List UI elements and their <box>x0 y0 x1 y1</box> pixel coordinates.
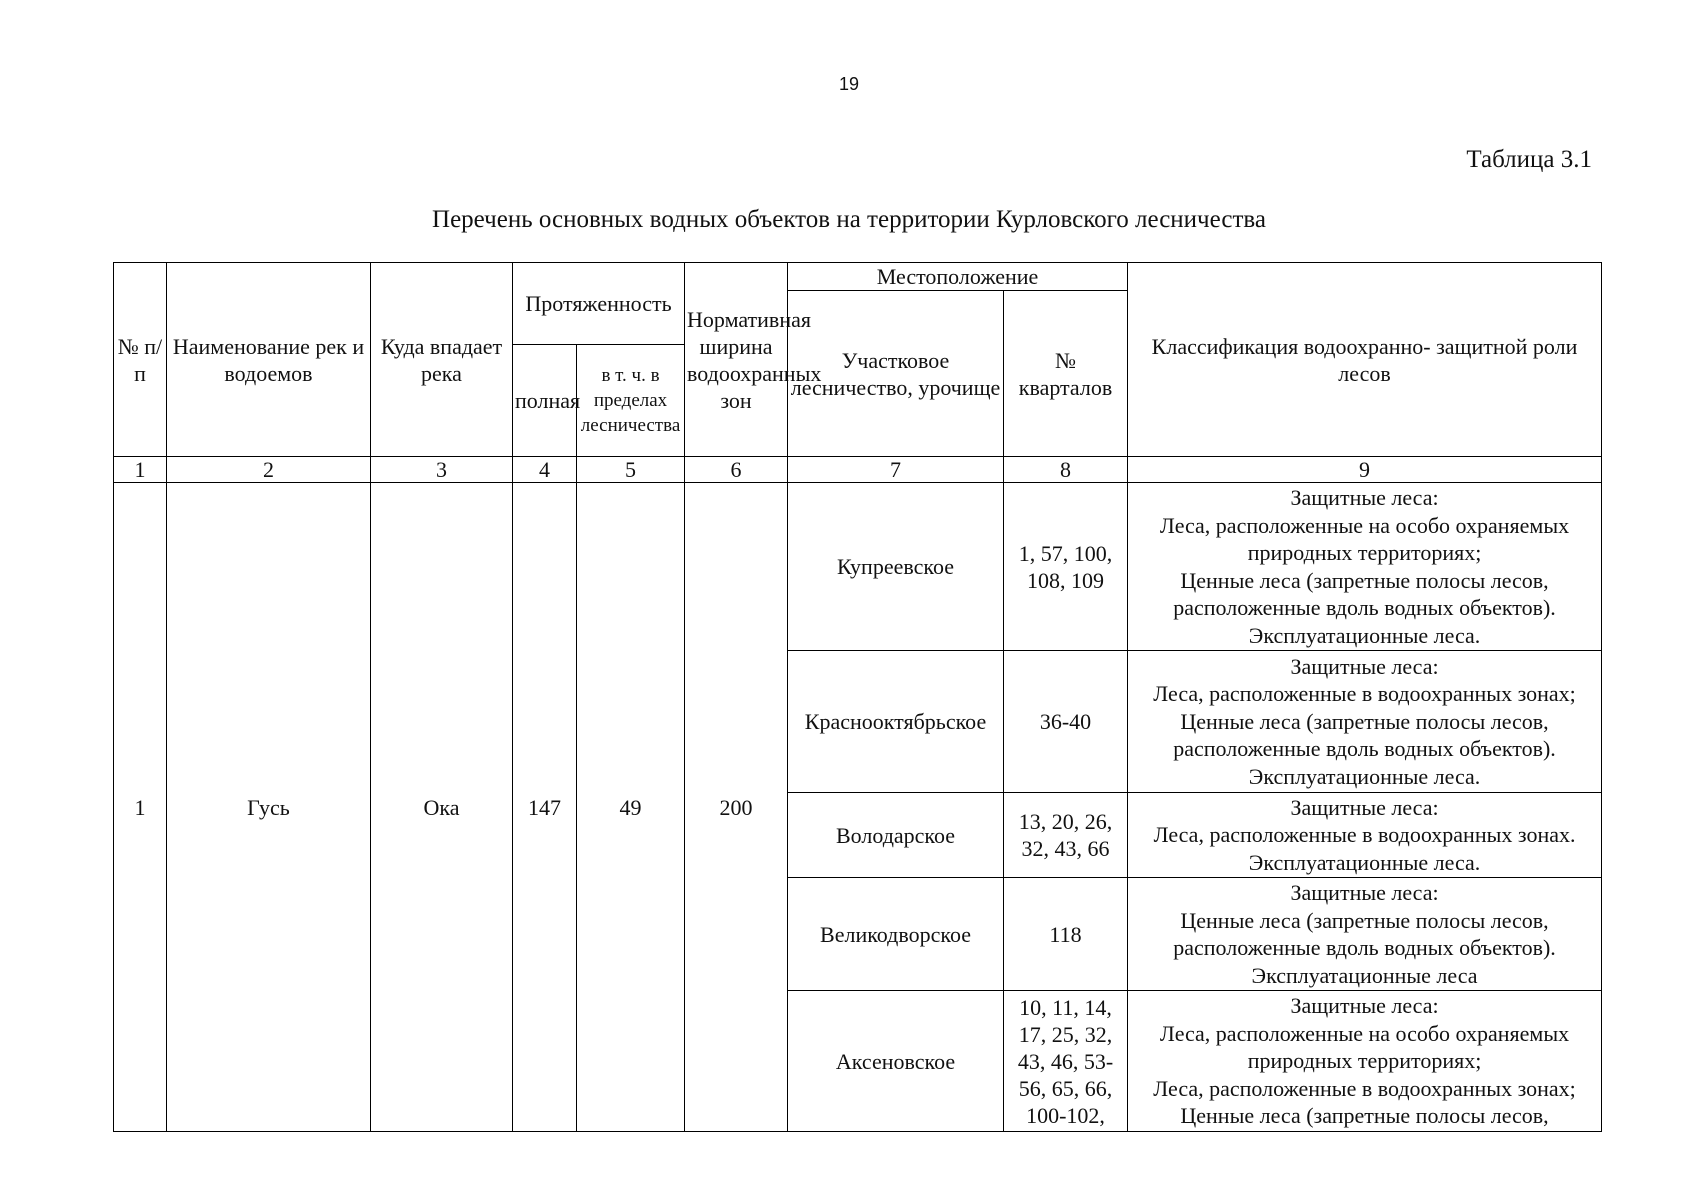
table-label: Таблица 3.1 <box>1466 146 1592 173</box>
column-number: 9 <box>1128 457 1602 483</box>
district: Володарское <box>788 793 1004 878</box>
header-length-group: Протяженность <box>513 263 685 345</box>
document-title: Перечень основных водных объектов на территории Курловского лесничества <box>432 206 1266 233</box>
header-quarters: № кварталов <box>1004 291 1128 457</box>
header-zone-width: Нормативная ширина водоохранных зон <box>685 263 788 457</box>
header-name: Наименование рек и водоемов <box>167 263 371 457</box>
length-within: 49 <box>577 483 685 1132</box>
quarters: 1, 57, 100, 108, 109 <box>1004 483 1128 651</box>
column-number: 8 <box>1004 457 1128 483</box>
district: Краснооктябрьское <box>788 651 1004 793</box>
column-number: 5 <box>577 457 685 483</box>
zone-width: 200 <box>685 483 788 1132</box>
classification: Защитные леса: Леса, расположенные на особо охраняемых природных территориях; Леса, расположенные в водоохранных зонах; Ценные леса (запретные полосы лесов, <box>1128 991 1602 1132</box>
page-number: 19 <box>838 74 860 94</box>
quarters: 10, 11, 14, 17, 25, 32, 43, 46, 53-56, 65, 66, 100-102, <box>1004 991 1128 1132</box>
header-length-full: полная <box>513 345 577 457</box>
header-length-within: в т. ч. в пределах лесничества <box>577 345 685 457</box>
length-full: 147 <box>513 483 577 1132</box>
classification: Защитные леса: Леса, расположенные в водоохранных зонах; Ценные леса (запретные полосы лесов, расположенные вдоль водных объектов). Эксплуатационные леса. <box>1128 651 1602 793</box>
column-number: 3 <box>371 457 513 483</box>
column-number: 2 <box>167 457 371 483</box>
header-location-group: Местоположение <box>788 263 1128 291</box>
flows-into: Ока <box>371 483 513 1132</box>
classification: Защитные леса: Леса, расположенные в водоохранных зонах. Эксплуатационные леса. <box>1128 793 1602 878</box>
district: Купреевское <box>788 483 1004 651</box>
district: Аксеновское <box>788 991 1004 1132</box>
column-number: 6 <box>685 457 788 483</box>
column-number: 1 <box>114 457 167 483</box>
quarters: 118 <box>1004 878 1128 991</box>
column-number: 4 <box>513 457 577 483</box>
column-number: 7 <box>788 457 1004 483</box>
header-classification: Классификация водоохранно- защитной роли лесов <box>1128 263 1602 457</box>
water-objects-table <box>113 262 1602 1132</box>
quarters: 13, 20, 26, 32, 43, 66 <box>1004 793 1128 878</box>
header-district: Участковое лесничество, урочище <box>788 291 1004 457</box>
header-number: № п/п <box>114 263 167 457</box>
table-row <box>114 483 1602 651</box>
row-number: 1 <box>114 483 167 1132</box>
classification: Защитные леса: Ценные леса (запретные полосы лесов, расположенные вдоль водных объектов). Эксплуатационные леса <box>1128 878 1602 991</box>
district: Великодворское <box>788 878 1004 991</box>
classification: Защитные леса: Леса, расположенные на особо охраняемых природных территориях; Ценные леса (запретные полосы лесов, расположенные вдоль водных объектов). Эксплуатационные леса. <box>1128 483 1602 651</box>
river-name: Гусь <box>167 483 371 1132</box>
quarters: 36-40 <box>1004 651 1128 793</box>
header-flows-into: Куда впадает река <box>371 263 513 457</box>
